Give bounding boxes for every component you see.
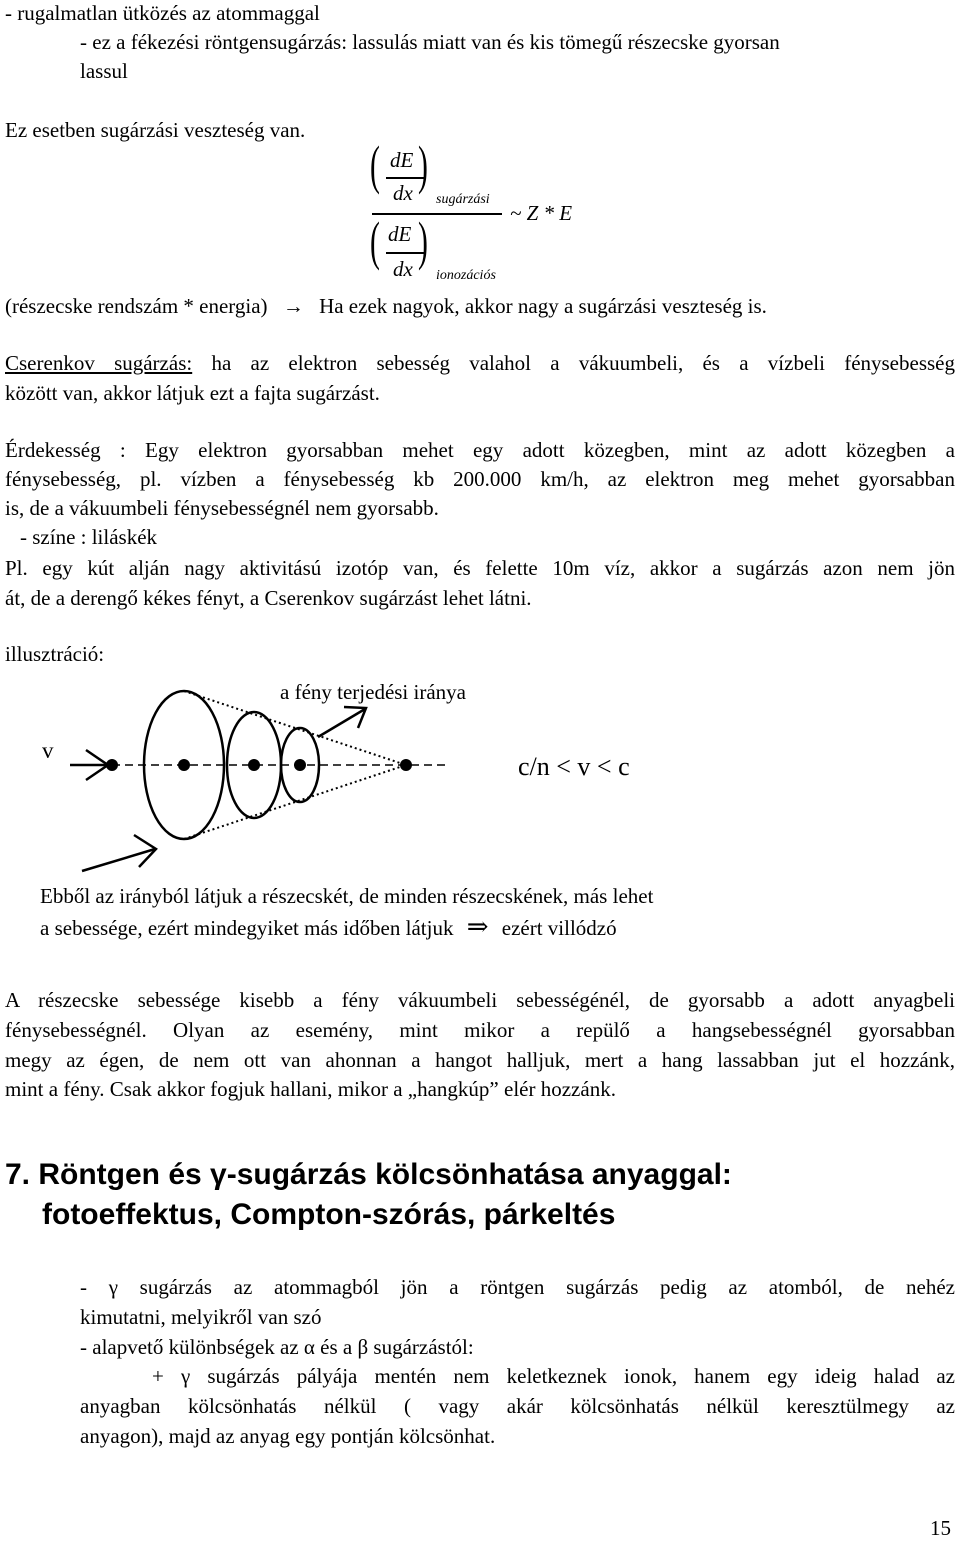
formula-sub-bottom: ionozációs [436,268,496,283]
gamma-line-5: anyagban kölcsönhatás nélkül ( vagy akár kölcsönhatás nélkül keresztülmegy az [80,1394,955,1418]
particle-dot-3 [248,759,260,771]
sonic-line-4: mint a fény. Csak akkor fogjuk hallani, mikor a „hangkúp” elér hozzánk. [5,1077,616,1101]
interest-line-2: fénysebesség, pl. vízben a fénysebesség kb 200.000 km/h, az elektron meg mehet gyorsabban [5,467,955,491]
section-title-line-2: fotoeffektus, Compton-szórás, párkeltés [42,1198,616,1231]
light-direction-label: a fény terjedési iránya [280,680,466,704]
interest-line-4: - színe : liláskék [20,525,158,549]
light-direction-arrow-icon [318,707,366,737]
sonic-line-1: A részecske sebessége kisebb a fény vákuumbeli sebességénél, de gyorsabb a adott anyagbeli [5,988,955,1012]
velocity-arrow-icon [70,750,110,780]
gamma-line-3: - alapvető különbségek az α és a β sugárzástól: [80,1335,474,1359]
formula-num-bottom: dE [388,222,412,246]
formula-den-bottom: dx [393,257,413,281]
gamma-line-2: kimutatni, melyikről van szó [80,1305,322,1329]
particle-dot-5 [400,759,412,771]
formula-sub-top: sugárzási [436,192,490,207]
section-title-line-1: 7. Röntgen és γ-sugárzás kölcsönhatása anyaggal: [5,1158,732,1191]
cherenkov-term: Cserenkov sugárzás: [5,351,193,375]
note-line [5,293,767,319]
gamma-line-6: anyagon), majd az anyag egy pontján kölcsönhat. [80,1424,496,1448]
observe-line-1: Ebből az irányból látjuk a részecskét, de minden részecskének, más lehet [40,884,654,908]
implies-icon: ⇒ [466,912,489,941]
page-number: 15 [930,1516,951,1540]
note-right: Ha ezek nagyok, akkor nagy a sugárzási veszteség is. [319,294,767,318]
velocity-label: v [42,738,54,763]
interest-line-5: Pl. egy kút alján nagy aktivitású izotóp van, és felette 10m víz, akkor a sugárzás azon nem jön [5,556,955,580]
gamma-line-4: + γ sugárzás pályája mentén nem keletkeznek ionok, hanem egy ideig halad az [152,1364,955,1388]
observer-arrow-icon [82,835,156,871]
condition-label: c/n < v < c [518,752,630,781]
observe-line-2: a sebessége, ezért mindegyiket más időben látjuk ⇒ ezért villódzó [40,912,617,941]
sonic-line-2: fénysebességnél. Olyan az esemény, mint mikor a repülő a hangsebességnél gyorsabban [5,1018,955,1042]
cherenkov-illustration [0,665,960,905]
right-arrow-icon: → [282,294,304,318]
formula-ratio: ~ Z * E [510,201,573,225]
main-fraction-bar [372,213,502,215]
formula-den-top: dx [393,181,413,205]
sonic-line-3: megy az égen, de nem ott van ahonnan a hangot halljuk, mert a hang lassabban jut el hozzánk, [5,1048,955,1072]
particle-dot-2 [178,759,190,771]
cherenkov-line-2: között van, akkor látjuk ezt a fajta sugárzást. [5,381,380,405]
interest-line-6: át, de a derengő kékes fényt, a Cserenkov sugárzást lehet látni. [5,586,532,610]
intro-line-3: lassul [80,59,128,83]
interest-line-1: Érdekesség : Egy elektron gyorsabban mehet egy adott közegben, mint az adott közegben a [5,438,955,462]
intro-line-1: - rugalmatlan ütközés az atommaggal [5,1,320,25]
particle-dot-4 [294,759,306,771]
intro-line-2: - ez a fékezési röntgensugárzás: lassulás miatt van és kis tömegű részecske gyorsan [80,30,780,54]
illustration-label: illusztráció: [5,642,105,666]
formula-num-top: dE [390,148,414,172]
interest-line-3: is, de a vákuumbeli fénysebességnél nem gyorsabb. [5,496,439,520]
note-left: (részecske rendszám * energia) [5,294,268,318]
intro-line-4: Ez esetben sugárzási veszteség van. [5,118,306,142]
gamma-line-1: - γ sugárzás az atommagból jön a röntgen sugárzás pedig az atomból, de nehéz [80,1275,955,1299]
cherenkov-line-1: Cserenkov sugárzás: ha az elektron sebesség valahol a vákuumbeli, és a vízbeli fénysebesség [5,351,955,375]
